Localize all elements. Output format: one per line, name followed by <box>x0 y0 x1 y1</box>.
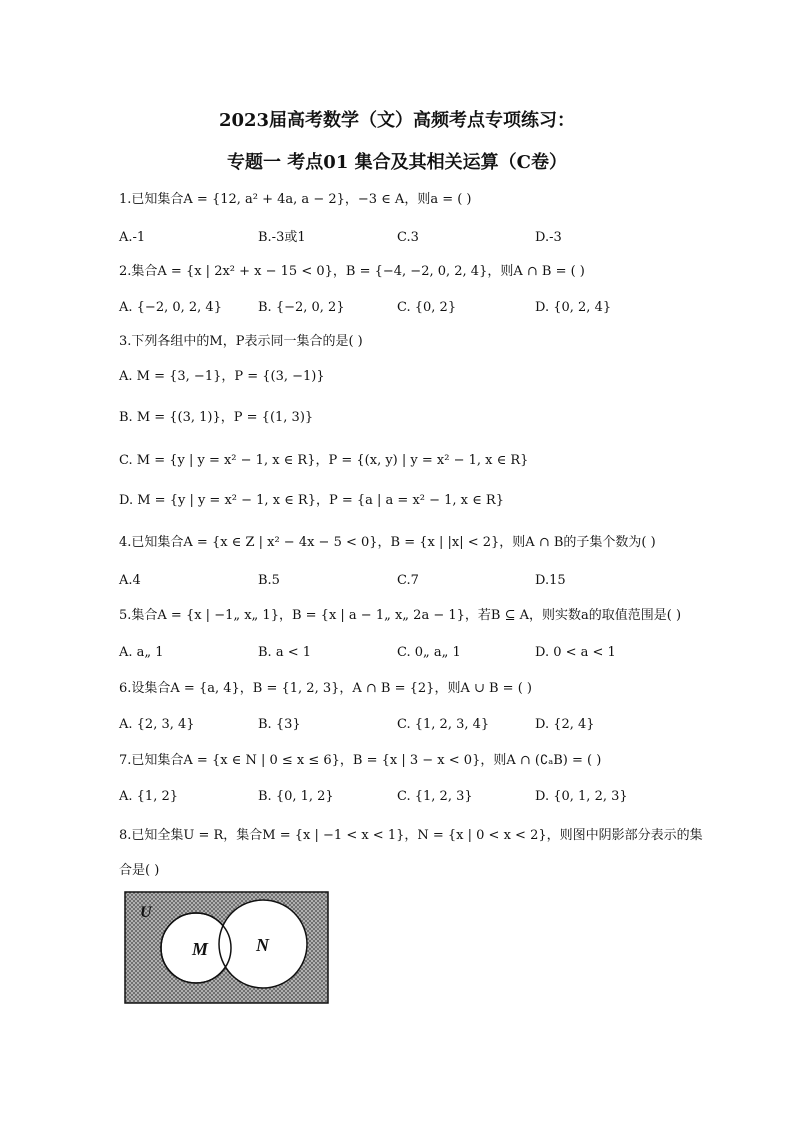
question-6-option-c: C. {1, 2, 3, 4} <box>397 717 490 732</box>
question-3-option-b: B. M = {(3, 1)}，P = {(1, 3)} <box>119 410 314 425</box>
label-m: M <box>192 939 209 959</box>
question-8-stem: 8.已知全集U = R，集合M = {x | −1 < x < 1}，N = {x | 0 < x < 2}，则图中阴影部分表示的集 <box>119 828 703 843</box>
label-n: N <box>256 935 269 955</box>
venn-diagram <box>124 891 329 1004</box>
question-8-stem-continued: 合是( ) <box>119 863 160 878</box>
question-3-option-a: A. M = {3, −1}，P = {(3, −1)} <box>119 369 325 384</box>
question-4-option-c: C.7 <box>397 573 419 588</box>
question-5-option-a: A. a„ 1 <box>119 645 164 660</box>
question-5-stem: 5.集合A = {x | −1„ x„ 1}，B = {x | a − 1„ x„ 2a − 1}，若B ⊆ A，则实数a的取值范围是( ) <box>119 608 682 623</box>
question-4-option-d: D.15 <box>535 573 566 588</box>
question-1-stem: 1.已知集合A = {12, a² + 4a, a − 2}，−3 ∈ A，则a = ( ) <box>119 192 472 207</box>
question-3-stem: 3.下列各组中的M，P表示同一集合的是( ) <box>119 334 363 349</box>
question-7-stem: 7.已知集合A = {x ∈ N | 0 ≤ x ≤ 6}，B = {x | 3 − x < 0}，则A ∩ (∁ₐB) = ( ) <box>119 753 602 768</box>
question-2-option-c: C. {0, 2} <box>397 300 457 315</box>
question-4-option-a: A.4 <box>119 573 141 588</box>
question-6-option-b: B. {3} <box>258 717 301 732</box>
question-2-option-a: A. {−2, 0, 2, 4} <box>119 300 222 315</box>
question-1-option-d: D.-3 <box>535 230 562 245</box>
question-2-option-d: D. {0, 2, 4} <box>535 300 612 315</box>
document-title: 2023届高考数学（文）高频考点专项练习： <box>218 110 576 131</box>
question-1-option-c: C.3 <box>397 230 419 245</box>
question-2-option-b: B. {−2, 0, 2} <box>258 300 345 315</box>
question-5-option-b: B. a < 1 <box>258 645 311 660</box>
question-5-option-d: D. 0 < a < 1 <box>535 645 616 660</box>
question-7-option-b: B. {0, 1, 2} <box>258 789 334 804</box>
question-3-option-d: D. M = {y | y = x² − 1, x ∈ R}，P = {a | a = x² − 1, x ∈ R} <box>119 493 504 508</box>
question-5-option-c: C. 0„ a„ 1 <box>397 645 461 660</box>
question-6-option-a: A. {2, 3, 4} <box>119 717 195 732</box>
question-7-option-c: C. {1, 2, 3} <box>397 789 473 804</box>
question-3-option-c: C. M = {y | y = x² − 1, x ∈ R}，P = {(x, y) | y = x² − 1, x ∈ R} <box>119 453 529 468</box>
question-4-stem: 4.已知集合A = {x ∈ Z | x² − 4x − 5 < 0}，B = {x | |x| < 2}，则A ∩ B的子集个数为( ) <box>119 535 656 550</box>
label-u: U <box>140 904 152 921</box>
question-6-option-d: D. {2, 4} <box>535 717 595 732</box>
document-subtitle: 专题一 考点01 集合及其相关运算（C卷） <box>227 152 567 173</box>
question-1-option-b: B.-3或1 <box>258 230 306 245</box>
question-2-stem: 2.集合A = {x | 2x² + x − 15 < 0}，B = {−4, −2, 0, 2, 4}，则A ∩ B = ( ) <box>119 264 585 279</box>
question-4-option-b: B.5 <box>258 573 280 588</box>
question-7-option-d: D. {0, 1, 2, 3} <box>535 789 628 804</box>
question-6-stem: 6.设集合A = {a, 4}，B = {1, 2, 3}，A ∩ B = {2}，则A ∪ B = ( ) <box>119 681 532 696</box>
question-1-option-a: A.-1 <box>119 230 146 245</box>
question-7-option-a: A. {1, 2} <box>119 789 179 804</box>
